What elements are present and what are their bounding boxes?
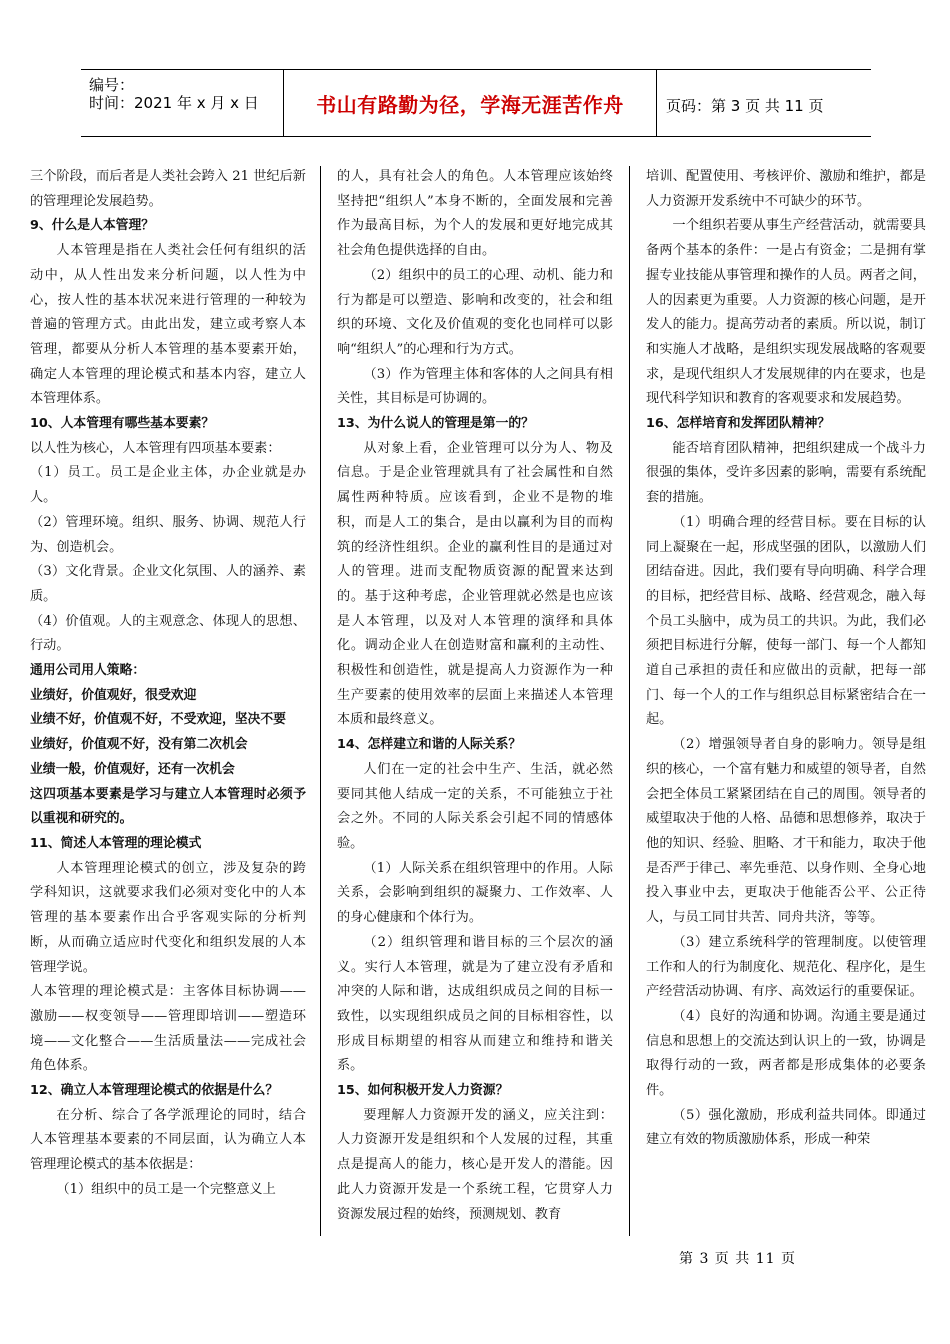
bold-text: 业绩一般，价值观好，还有一次机会 [30,761,235,777]
paragraph: 在分析、综合了各学派理论的同时，结合人本管理基本要素的不同层面，认为确立人本管理理论模式的基本依据是： [30,1107,306,1173]
column-divider [629,166,630,1236]
column-divider [320,166,321,1236]
paragraph: （1）组织中的员工是一个完整意义上 [56,1181,276,1197]
question-heading: 9、什么是人本管理？ [30,218,155,234]
paragraph: 以人性为核心，人本管理有四项基本要素： [30,440,281,456]
paragraph: 要理解人力资源开发的涵义，应关注到：人力资源开发是组织和个人发展的过程，其重点是提高人的能力，核心是开发人的潜能。因此人力资源开发是一个系统工程，它贯穿人力资源发展过程的始终，预测规划、教育 [337,1107,613,1222]
bold-text: 业绩好，价值观不好，没有第二次机会 [30,737,248,753]
paragraph: 三个阶段，而后者是人类社会跨入 21 世纪后新的管理理论发展趋势。 [30,169,306,209]
question-heading: 11、简述人本管理的理论模式 [30,835,202,851]
header-page-cell [658,70,871,136]
paragraph: 人们在一定的社会中生产、生活，就必然要同其他人结成一定的关系，不可能独立于社会之外。不同的人际关系会引起不同的情感体验。 [337,761,613,851]
paragraph: （2）组织中的员工的心理、动机、能力和行为都是可以塑造、影响和改变的，社会和组织的环境、文化及价值观的变化也同样可以影响“组织人”的心理和行为方式。 [337,267,613,357]
list-item: （1）员工。员工是企业主体，办企业就是办人。 [30,465,306,506]
header-meta-cell [81,70,284,136]
header-motto-cell [284,70,657,136]
paragraph: （3）作为管理主体和客体的人之间具有相关性，其目标是可协调的。 [337,366,613,407]
paragraph: 从对象上看，企业管理可以分为人、物及信息。于是企业管理就具有了社会属性和自然属性两种特质。应该看到，企业不是物的堆积，而是人工的集合，是由以赢利为目的而构筑的经济性组织。企业的赢利性目的是通过对人的管理。进而支配物质资源的配置来达到的。基于这种考虑，企业管理就必然是也应该是人本管理，以及对人本管理的演绎和具体化。调动企业人在创造财富和赢利的主动性、积极性和创造性，就是提高人力资源作为一种生产要素的使用效率的层面上来描述人本管理本质和最终意义。 [337,440,613,728]
motto-banner: 书山有路勤为径，学海无涯苦作舟 [316,93,624,117]
paragraph: （4）良好的沟通和协调。沟通主要是通过信息和思想上的交流达到认识上的一致，协调是取得行动的一致，两者都是形成集体的必要条件。 [646,1008,926,1099]
question-heading: 13、为什么说人的管理是第一的？ [337,416,534,432]
page-code-label: 页码：第 3 页 共 11 页 [666,97,824,115]
question-heading: 16、怎样培育和发挥团队精神？ [646,416,831,432]
paragraph: 人本管理的理论模式是：主客体目标协调——激励——权变领导——管理即培训——塑造环境——文化整合——生活质量法——完成社会角色体系。 [30,984,306,1074]
bold-text: 通用公司用人策略： [30,663,146,679]
paragraph: 人本管理理论模式的创立，涉及复杂的跨学科知识，这就要求我们必须对变化中的人本管理的基本要素作出合乎客观实际的分析判断，从而确立适应时代变化和组织发展的人本管理学说。 [30,860,306,975]
paragraph: （3）建立系统科学的管理制度。以使管理工作和人的行为制度化、规范化、程序化，是生产经营活动协调、有序、高效运行的重要保证。 [646,934,926,1000]
text-column-3 [646,165,926,1235]
paragraph: （2）增强领导者自身的影响力。领导是组织的核心，一个富有魅力和威望的领导者，自然会把全体员工紧紧团结在自己的周围。领导者的威望取决于他的人格、品德和思想修养，取决于他的知识、经验、胆略、才干和能力，取决于他是否严于律己、率先垂范、以身作则、全身心地投入事业中去，更取决于他能否公平、公正待人，与员工同甘共苦、同舟共济，等等。 [646,737,926,926]
bold-text: 业绩好，价值观好，很受欢迎 [30,687,197,703]
paragraph: （5）强化激励，形成利益共同体。即通过建立有效的物质激励体系，形成一种荣 [646,1107,926,1148]
bold-text: 这四项基本要素是学习与建立人本管理时必须予以重视和研究的。 [30,786,306,827]
question-heading: 10、人本管理有哪些基本要素？ [30,416,215,432]
document-number-label: 编号： [89,76,135,94]
paragraph: 人本管理是指在人类社会任何有组织的活动中，从人性出发来分析问题，以人性为中心，按人性的基本状况来进行管理的一种较为普遍的管理方式。由此出发，建立或考察人本管理，都要从分析人本管理的基本要素开始，确定人本管理的理论模式和基本内容，建立人本管理体系。 [30,243,306,407]
paragraph: 能否培育团队精神，把组织建成一个战斗力很强的集体，受许多因素的影响，需要有系统配套的措施。 [646,440,926,506]
paragraph: （2）组织管理和谐目标的三个层次的涵义。实行人本管理，就是为了建立没有矛盾和冲突的人际和谐，达成组织成员之间的目标一致性，以实现组织成员之间的目标相容性，以形成目标期望的相容从而建立和维持和谐关系。 [337,934,613,1074]
bold-text: 业绩不好，价值观不好，不受欢迎，坚决不要 [30,712,286,728]
question-heading: 12、确立人本管理理论模式的依据是什么？ [30,1083,279,1099]
text-column-2 [337,165,613,1235]
list-item: （3）文化背景。企业文化氛围、人的涵养、素质。 [30,564,306,604]
paragraph: 一个组织若要从事生产经营活动，就需要具备两个基本的条件：一是占有资金；二是拥有掌握专业技能从事管理和操作的人员。两者之间，人的因素更为重要。人力资源的核心问题，是开发人的能力。提高劳动者的素质。所以说，制订和实施人才战略，是组织实现发展战略的客观要求，是现代组织人才发展规律的内在要求，也是现代科学知识和教育的客观要求和发展趋势。 [646,218,926,407]
list-item: （4）价值观。人的主观意念、体现人的思想、行动。 [30,613,306,654]
document-date-label: 时间：2021 年 x 月 x 日 [89,94,259,112]
list-item: （2）管理环境。组织、服务、协调、规范人行为、创造机会。 [30,514,306,555]
paragraph: （1）人际关系在组织管理中的作用。人际关系，会影响到组织的凝聚力、工作效率、人的身心健康和个体行为。 [337,860,613,926]
question-heading: 14、怎样建立和谐的人际关系？ [337,737,522,753]
text-column-1 [30,165,306,1235]
paragraph: （1）明确合理的经营目标。要在目标的认同上凝聚在一起，形成坚强的团队，以激励人们团结奋进。因此，我们要有导向明确、科学合理的目标，把经营目标、战略、经营观念，融入每个员工头脑中，成为员工的共识。为此，我们必须把目标进行分解，使每一部门、每一个人都知道自己承担的责任和应做出的贡献，把每一部门、每一个人的工作与组织总目标紧密结合在一起。 [646,514,926,728]
paragraph: 的人，具有社会人的角色。人本管理应该始终坚持把“组织人”本身不断的，全面发展和完善作为最高目标，为个人的发展和更好地完成其社会角色提供选择的自由。 [337,169,613,259]
page-footer: 第 3 页 共 11 页 [679,1251,796,1267]
paragraph: 培训、配置使用、考核评价、激励和维护，都是人力资源开发系统中不可缺少的环节。 [646,169,926,209]
question-heading: 15、如何积极开发人力资源？ [337,1083,509,1099]
page-header [81,69,871,137]
